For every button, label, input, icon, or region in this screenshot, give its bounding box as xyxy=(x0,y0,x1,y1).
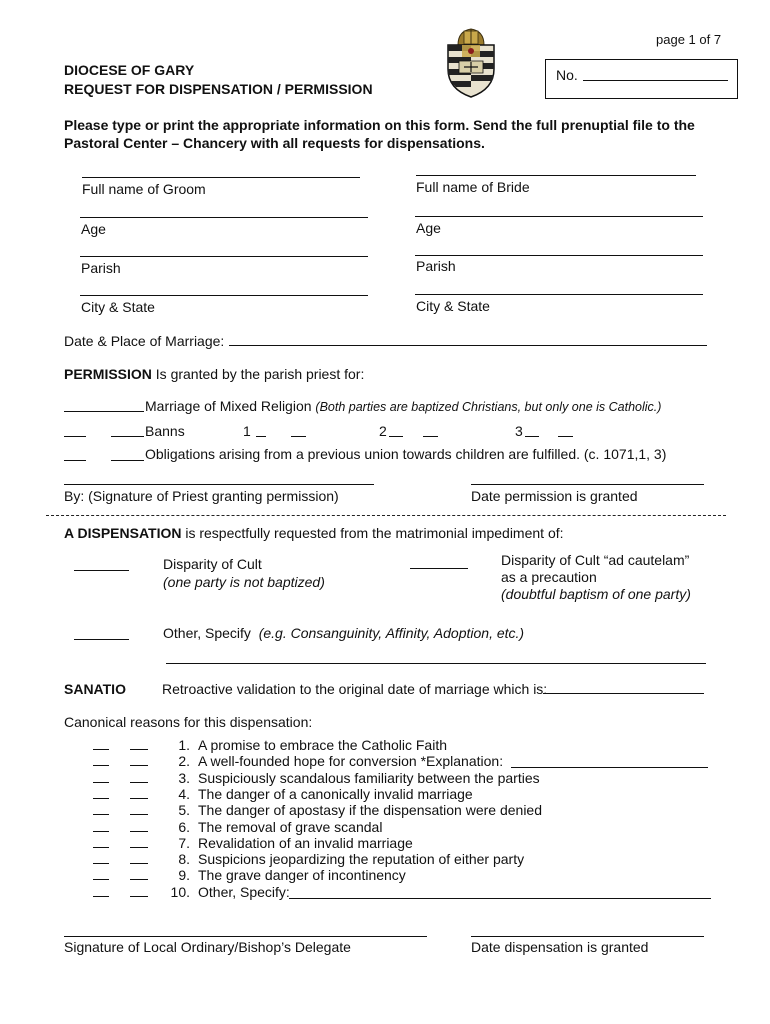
disparity-cult-note: (one party is not baptized) xyxy=(163,574,325,590)
banns-1-field-a[interactable] xyxy=(256,436,266,437)
sanatio-text: Retroactive validation to the original date of marriage which is: xyxy=(162,681,548,697)
reason-number: 9. xyxy=(178,867,190,884)
list-item xyxy=(163,770,540,786)
reason-number: 6. xyxy=(178,818,190,835)
banns-3-label: 3 xyxy=(515,423,523,439)
reason-check-field-a[interactable] xyxy=(93,831,109,832)
reason-check-field-b[interactable] xyxy=(130,798,148,799)
reason-text: Revalidation of an invalid marriage xyxy=(198,834,413,851)
ordinary-signature-field[interactable] xyxy=(64,936,427,937)
mixed-religion-check-field[interactable] xyxy=(64,411,144,412)
request-number-label: No. xyxy=(556,67,578,83)
other-reason-specify-field[interactable] xyxy=(289,898,711,899)
bride-age-field[interactable] xyxy=(415,216,703,217)
diocese-name: DIOCESE OF GARY xyxy=(64,62,195,78)
reason-check-field-a[interactable] xyxy=(93,896,109,897)
bride-city-state-label: City & State xyxy=(416,298,490,314)
reason-text: The danger of a canonically invalid marriage xyxy=(198,785,473,802)
reason-text: The danger of apostasy if the dispensation were denied xyxy=(198,802,543,819)
banns-3-field-b[interactable] xyxy=(558,436,573,437)
reason-text: Suspicions jeopardizing the reputation of either party xyxy=(198,851,525,868)
banns-3-field-a[interactable] xyxy=(525,436,539,437)
dispensation-date-field[interactable] xyxy=(471,936,704,937)
dispensation-heading: A DISPENSATION is respectfully requested from the matrimonial impediment of: xyxy=(64,525,564,541)
priest-signature-label: By: (Signature of Priest granting permission) xyxy=(64,488,339,504)
groom-age-field[interactable] xyxy=(80,217,368,218)
reason-check-field-b[interactable] xyxy=(130,879,148,880)
banns-2-field-b[interactable] xyxy=(423,436,438,437)
disparity-cult-check-field[interactable] xyxy=(74,570,129,571)
banns-check-field-b[interactable] xyxy=(111,436,144,437)
reason-number: 10. xyxy=(170,883,190,900)
sanatio-heading: SANATIO xyxy=(64,681,126,697)
list-item xyxy=(163,835,413,851)
bride-name-field[interactable] xyxy=(416,175,696,176)
canonical-reasons-heading: Canonical reasons for this dispensation: xyxy=(64,714,313,730)
request-number-field[interactable] xyxy=(583,80,728,81)
groom-parish-label: Parish xyxy=(81,260,121,276)
reason-number: 4. xyxy=(178,785,190,802)
list-item xyxy=(163,819,382,835)
obligations-label: Obligations arising from a previous union towards children are fulfilled. (c. 1071,1, 3) xyxy=(145,446,667,462)
reason-check-field-a[interactable] xyxy=(93,798,109,799)
other-impediment-specify-field[interactable] xyxy=(166,663,706,664)
reason-text: Other, Specify: xyxy=(198,883,290,900)
groom-age-label: Age xyxy=(81,221,106,237)
reason-check-field-a[interactable] xyxy=(93,749,109,750)
banns-1-label: 1 xyxy=(243,423,251,439)
dispensation-date-label: Date dispensation is granted xyxy=(471,939,649,955)
reason-check-field-a[interactable] xyxy=(93,782,109,783)
list-item xyxy=(163,851,524,867)
reason-check-field-a[interactable] xyxy=(93,765,109,766)
bride-name-label: Full name of Bride xyxy=(416,179,530,195)
disparity-cautelam-label: Disparity of Cult “ad cautelam” xyxy=(501,552,690,568)
reason-number: 2. xyxy=(178,753,190,770)
reason-check-field-b[interactable] xyxy=(130,831,148,832)
list-item xyxy=(163,786,473,802)
list-item xyxy=(163,737,447,753)
bride-parish-field[interactable] xyxy=(415,255,703,256)
groom-city-state-label: City & State xyxy=(81,299,155,315)
form-title: REQUEST FOR DISPENSATION / PERMISSION xyxy=(64,81,373,97)
disparity-cautelam-note: (doubtful baptism of one party) xyxy=(501,586,691,602)
banns-2-label: 2 xyxy=(379,423,387,439)
obligations-check-field-b[interactable] xyxy=(111,460,144,461)
disparity-cautelam-precaution: as a precaution xyxy=(501,569,597,585)
reason-check-field-a[interactable] xyxy=(93,814,109,815)
reason-check-field-b[interactable] xyxy=(130,847,148,848)
reason-check-field-a[interactable] xyxy=(93,847,109,848)
bride-parish-label: Parish xyxy=(416,258,456,274)
groom-name-label: Full name of Groom xyxy=(82,181,206,197)
page-number: page 1 of 7 xyxy=(656,32,722,47)
reason-number: 8. xyxy=(178,851,190,868)
disparity-cautelam-check-field[interactable] xyxy=(410,568,468,569)
permission-date-label: Date permission is granted xyxy=(471,488,638,504)
section-divider xyxy=(46,515,726,516)
diocese-coat-of-arms-icon xyxy=(444,27,498,99)
banns-label: Banns xyxy=(145,423,185,439)
disparity-cult-label: Disparity of Cult xyxy=(163,556,262,572)
permission-heading: PERMISSION Is granted by the parish priest for: xyxy=(64,366,365,382)
list-item xyxy=(163,802,542,818)
reason-number: 5. xyxy=(178,802,190,819)
list-item xyxy=(163,753,503,769)
obligations-check-field-a[interactable] xyxy=(64,460,86,461)
list-item xyxy=(163,884,290,900)
reason-number: 1. xyxy=(178,737,190,753)
marriage-date-place-label: Date & Place of Marriage: xyxy=(64,333,225,349)
list-item xyxy=(163,867,406,883)
bride-age-label: Age xyxy=(416,220,441,236)
reason-check-field-b[interactable] xyxy=(130,749,148,750)
reason-text: A well-founded hope for conversion *Explanation: xyxy=(198,753,504,770)
ordinary-signature-label: Signature of Local Ordinary/Bishop’s Delegate xyxy=(64,939,351,955)
groom-city-state-field[interactable] xyxy=(80,295,368,296)
reason-check-field-b[interactable] xyxy=(130,765,148,766)
instructions: Please type or print the appropriate information on this form. Send the full prenuptial file to the Pastoral Center – Chancery with all requests for dispensations. xyxy=(64,117,695,151)
banns-1-field-b[interactable] xyxy=(291,436,306,437)
reason-check-field-b[interactable] xyxy=(130,896,148,897)
reason-text: Suspiciously scandalous familiarity between the parties xyxy=(198,769,540,786)
banns-2-field-a[interactable] xyxy=(389,436,403,437)
reason-text: The removal of grave scandal xyxy=(198,818,383,835)
reason-check-field-b[interactable] xyxy=(130,814,148,815)
conversion-explanation-field[interactable] xyxy=(511,767,708,768)
priest-signature-field[interactable] xyxy=(64,484,374,485)
reason-text: The grave danger of incontinency xyxy=(198,867,406,884)
banns-check-field-a[interactable] xyxy=(64,436,86,437)
reason-text: A promise to embrace the Catholic Faith xyxy=(198,737,448,753)
reason-number: 7. xyxy=(178,834,190,851)
permission-date-field[interactable] xyxy=(471,484,704,485)
other-impediment-label: Other, Specify (e.g. Consanguinity, Affinity, Adoption, etc.) xyxy=(163,625,525,641)
reason-check-field-b[interactable] xyxy=(130,782,148,783)
reason-check-field-b[interactable] xyxy=(130,863,148,864)
sanatio-date-field[interactable] xyxy=(543,693,704,694)
marriage-date-place-field[interactable] xyxy=(229,345,707,346)
reason-number: 3. xyxy=(178,769,190,786)
bride-city-state-field[interactable] xyxy=(415,294,703,295)
groom-parish-field[interactable] xyxy=(80,256,368,257)
reason-check-field-a[interactable] xyxy=(93,879,109,880)
mixed-religion-label: Marriage of Mixed Religion (Both parties are baptized Christians, but only one is Catholic.) xyxy=(145,398,662,414)
other-impediment-check-field[interactable] xyxy=(74,639,129,640)
reason-check-field-a[interactable] xyxy=(93,863,109,864)
groom-name-field[interactable] xyxy=(82,177,360,178)
